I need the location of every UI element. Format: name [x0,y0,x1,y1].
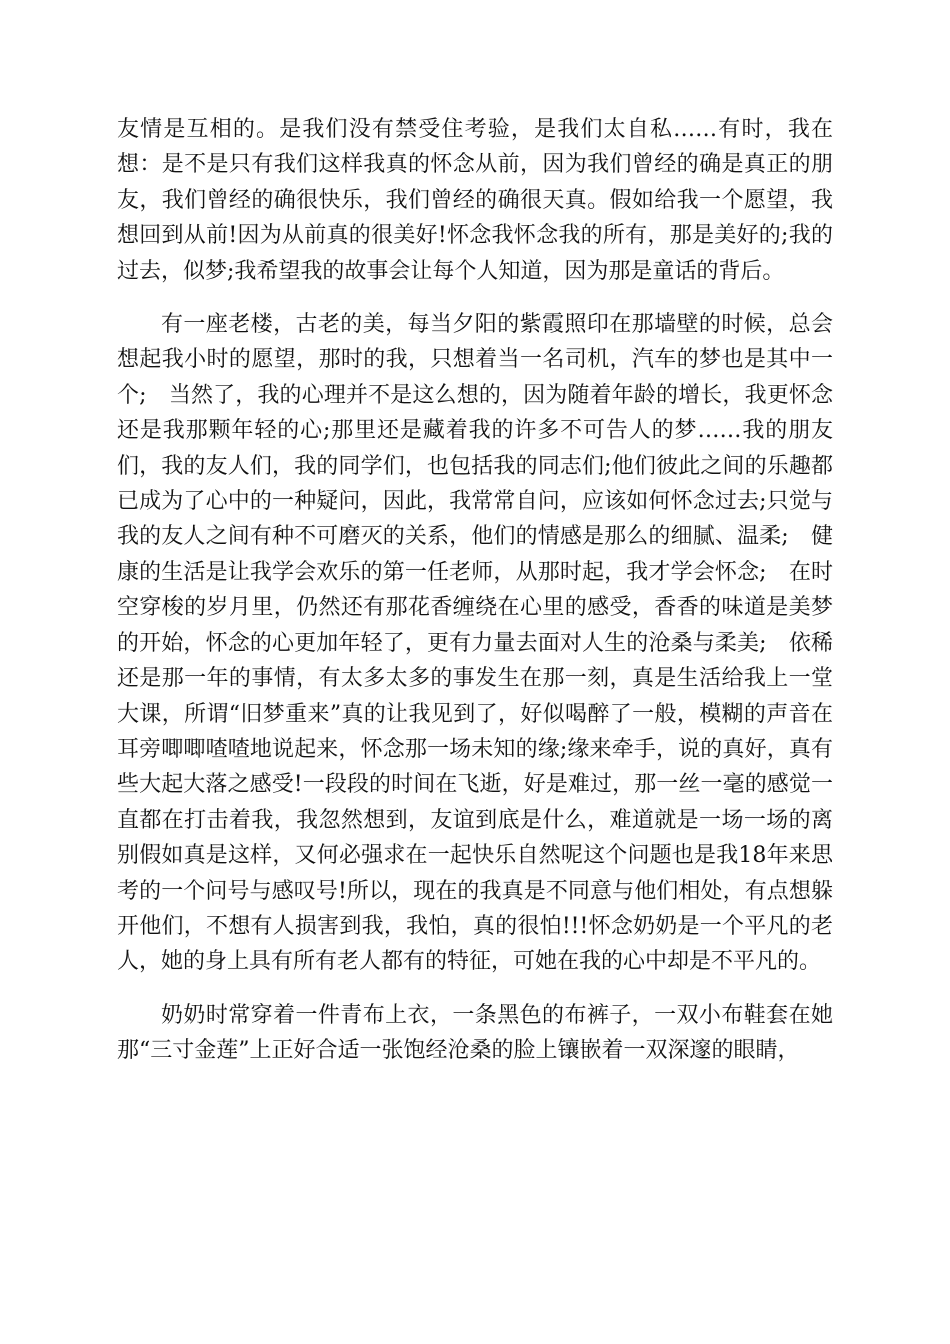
document-page [117,112,833,1069]
paragraph-gap [117,980,833,998]
paragraph-gap [117,289,833,307]
paragraph-old-building: 有一座老楼，古老的美，每当夕阳的紫霞照印在那墙壁的时候，总会想起我小时的愿望，那时的我，只想着当一名司机，汽车的梦也是其中一个; 当然了，我的心理并不是这么想的，因为随着年龄的增长，我更怀念还是我那颗年轻的心;那里还是藏着我的许多不可告人的梦……我的朋友们，我的友人们，我的同学们，也包括我的同志们;他们彼此之间的乐趣都已成为了心中的一种疑问，因此，我常常自问，应该如何怀念过去;只觉与我的友人之间有种不可磨灭的关系，他们的情感是那么的细腻、温柔; 健康的生活是让我学会欢乐的第一任老师，从那时起，我才学会怀念; 在时空穿梭的岁月里，仍然还有那花香缠绕在心里的感受，香香的味道是美梦的开始，怀念的心更加年轻了，更有力量去面对人生的沧桑与柔美; 依稀还是那一年的事情，有太多太多的事发生在那一刻，真是生活给我上一堂大课，所谓“旧梦重来”真的让我见到了，好似喝醉了一般，模糊的声音在耳旁唧唧喳喳地说起来，怀念那一场未知的缘;缘来牵手，说的真好，真有些大起大落之感受!一段段的时间在飞逝，好是难过，那一丝一毫的感觉一直都在打击着我，我忽然想到，友谊到底是什么，难道就是一场一场的离别假如真是这样，又何必强求在一起快乐自然呢这个问题也是我18年来思考的一个问号与感叹号!所以，现在的我真是不同意与他们相处，有点想躲开他们，不想有人损害到我，我怕，真的很怕!!!怀念奶奶是一个平凡的老人，她的身上具有所有老人都有的特征，可她在我的心中却是不平凡的。 [117,312,833,975]
paragraph-friendship: 友情是互相的。是我们没有禁受住考验，是我们太自私……有时，我在想：是不是只有我们这样我真的怀念从前，因为我们曾经的确是真正的朋友，我们曾经的确很快乐，我们曾经的确很天真。假如给我一个愿望，我想回到从前!因为从前真的很美好!怀念我怀念我的所有，那是美好的;我的过去，似梦;我希望我的故事会让每个人知道，因为那是童话的背后。 [117,117,833,284]
paragraph-grandmother: 奶奶时常穿着一件青布上衣，一条黑色的布裤子，一双小布鞋套在她那“三寸金莲”上正好合适一张饱经沧桑的脸上镶嵌着一双深邃的眼睛， [117,1002,833,1064]
